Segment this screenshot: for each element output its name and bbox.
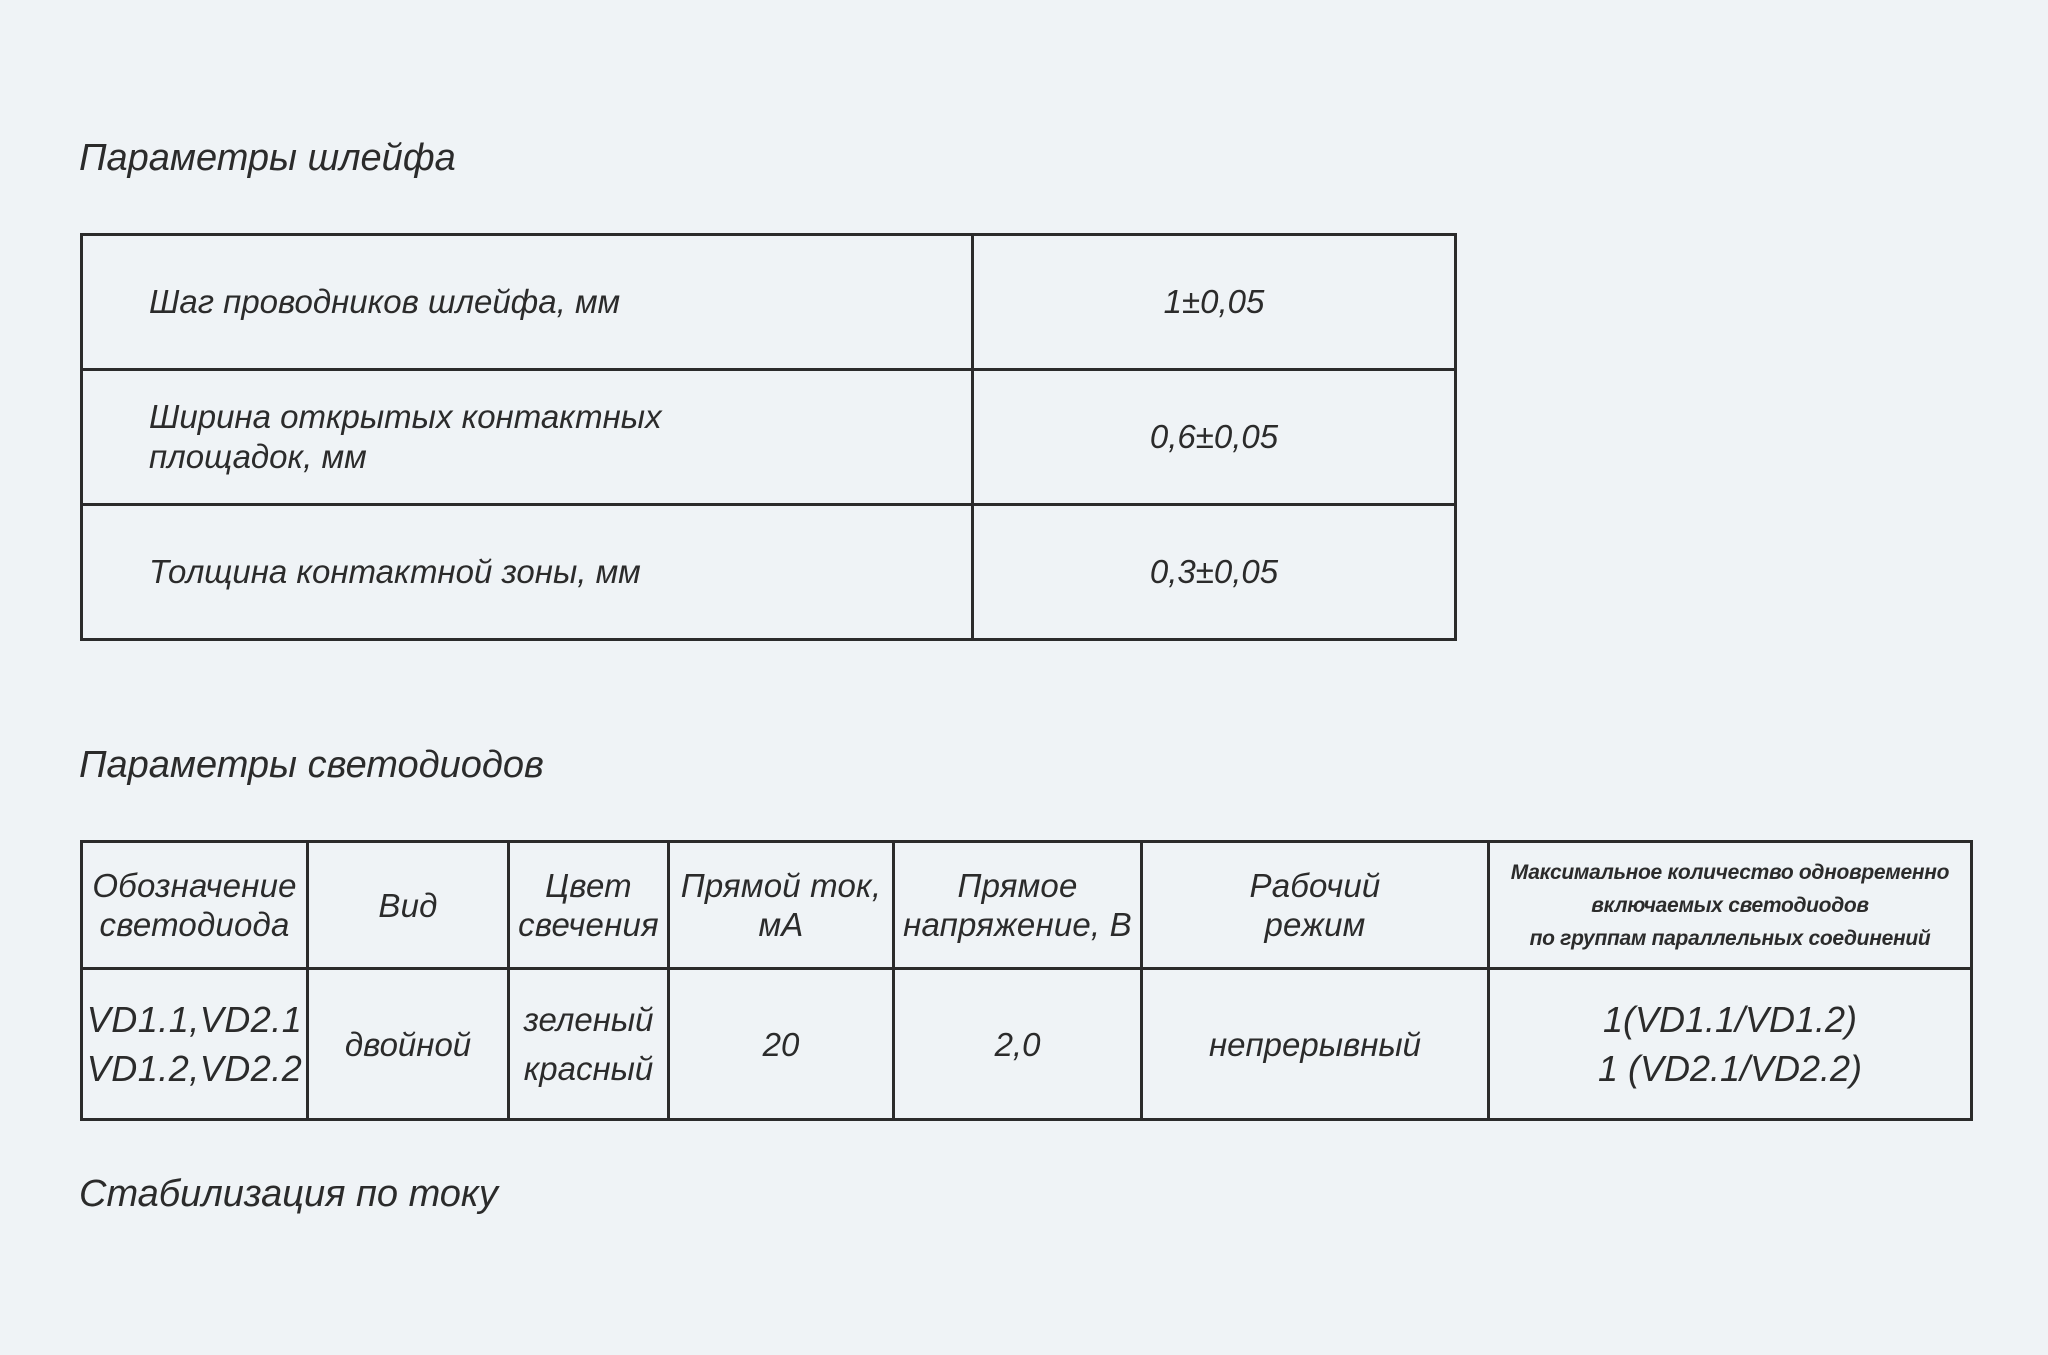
header-line: Максимальное количество одновременно bbox=[1510, 860, 1950, 884]
header-max-count bbox=[1489, 842, 1972, 969]
header-line: включаемых светодиодов bbox=[1591, 893, 1869, 917]
cell-voltage: 2,0 bbox=[894, 969, 1142, 1120]
table-row bbox=[82, 235, 1456, 370]
header-line: мА bbox=[758, 906, 804, 943]
cell-mode: непрерывный bbox=[1142, 969, 1489, 1120]
cell-line: VD1.2,VD2.2 bbox=[86, 1048, 303, 1089]
header-line: Цвет bbox=[545, 867, 632, 904]
table-header-row bbox=[82, 842, 1972, 969]
param-value: 1±0,05 bbox=[973, 235, 1456, 370]
cell-line: зеленый bbox=[523, 1001, 654, 1038]
header-line: напряжение, В bbox=[903, 906, 1132, 943]
cell-line: 1(VD1.1/VD1.2) bbox=[1602, 999, 1858, 1040]
param-label-line: Шаг проводников шлейфа, мм bbox=[149, 283, 621, 320]
param-label bbox=[82, 235, 973, 370]
param-value: 0,6±0,05 bbox=[973, 370, 1456, 505]
cell-line: красный bbox=[523, 1050, 654, 1087]
table-row bbox=[82, 370, 1456, 505]
header-line: Рабочий bbox=[1249, 867, 1381, 904]
header-line: Обозначение bbox=[92, 867, 297, 904]
header-line: Прямой ток, bbox=[680, 867, 882, 904]
loop-parameters-title: Параметры шлейфа bbox=[79, 137, 456, 179]
table-row bbox=[82, 505, 1456, 640]
table-row bbox=[82, 969, 1972, 1120]
cell-max-count bbox=[1489, 969, 1972, 1120]
led-parameters-title: Параметры светодиодов bbox=[79, 744, 544, 786]
param-label-line: площадок, мм bbox=[149, 438, 367, 475]
header-current bbox=[669, 842, 894, 969]
header-voltage bbox=[894, 842, 1142, 969]
header-line: Вид bbox=[378, 886, 438, 924]
header-mode bbox=[1142, 842, 1489, 969]
cell-line: 1 (VD2.1/VD2.2) bbox=[1597, 1048, 1863, 1089]
cell-color bbox=[509, 969, 669, 1120]
param-label-line: Ширина открытых контактных bbox=[149, 398, 662, 435]
param-label bbox=[82, 505, 973, 640]
header-line: режим bbox=[1264, 906, 1366, 943]
cell-type: двойной bbox=[308, 969, 509, 1120]
header-line: по группам параллельных соединений bbox=[1529, 926, 1931, 950]
header-designation bbox=[82, 842, 308, 969]
cell-designation bbox=[82, 969, 308, 1120]
param-value: 0,3±0,05 bbox=[973, 505, 1456, 640]
cell-current: 20 bbox=[669, 969, 894, 1120]
header-color bbox=[509, 842, 669, 969]
stabilization-title: Стабилизация по току bbox=[79, 1173, 498, 1215]
header-line: свечения bbox=[518, 906, 659, 943]
header-line: Прямое bbox=[957, 867, 1078, 904]
param-label bbox=[82, 370, 973, 505]
header-type bbox=[308, 842, 509, 969]
led-parameters-table bbox=[80, 840, 1973, 1121]
param-label-line: Толщина контактной зоны, мм bbox=[149, 553, 641, 590]
cell-line: VD1.1,VD2.1 bbox=[86, 999, 303, 1040]
header-line: светодиода bbox=[99, 906, 290, 943]
loop-parameters-table bbox=[80, 233, 1457, 641]
